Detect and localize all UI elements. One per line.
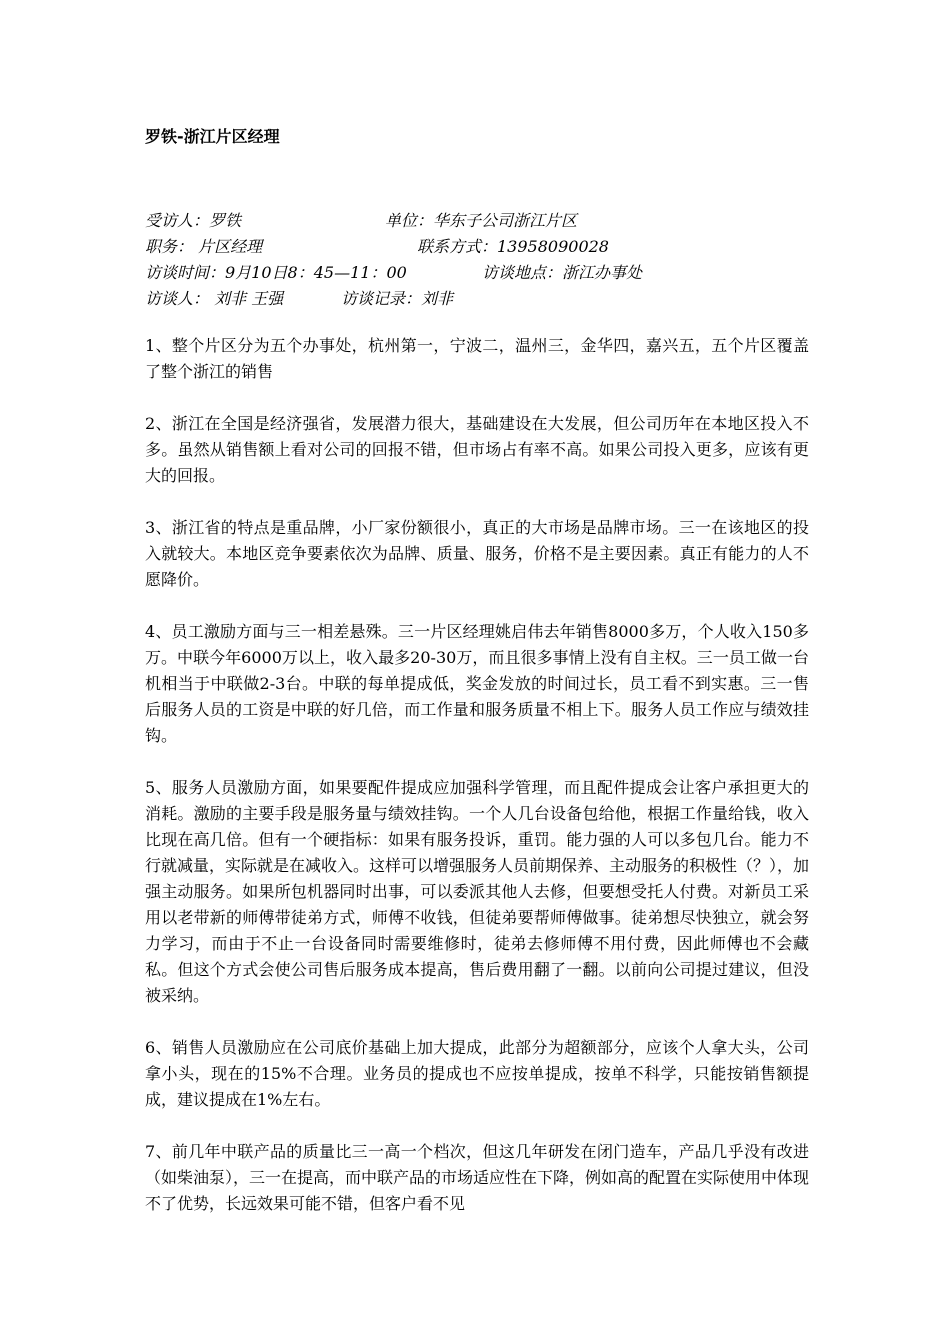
paragraph-7: 7、前几年中联产品的质量比三一高一个档次，但这几年研发在闭门造车，产品几乎没有改进（如柴油泵），三一在提高，而中联产品的市场适应性在下降，例如高的配置在实际使用中体现不了优势，长远效果可能不错，但客户看不见 bbox=[145, 1142, 810, 1213]
paragraph-5: 5、服务人员激励方面，如果要配件提成应加强科学管理，而且配件提成会让客户承担更大的消耗。激励的主要手段是服务量与绩效挂钩。一个人几台设备包给他，根据工作量给钱，收入比现在高几倍。但有一个硬指标：如果有服务投诉，重罚。能力强的人可以多包几台。能力不行就减量，实际就是在减收入。这样可以增强服务人员前期保养、主动服务的积极性（？），加强主动服务。如果所包机器同时出事，可以委派其他人去修，但要想受托人付费。对新员工采用以老带新的师傅带徒弟方式，师傅不收钱，但徒弟要帮师傅做事。徒弟想尽快独立，就会努力学习，而由于不止一台设备同时需要维修时，徒弟去修师傅不用付费，因此师傅也不会藏私。但这个方式会使公司售后服务成本提高，售后费用翻了一翻。以前向公司提过建议，但没被采纳。 bbox=[145, 778, 810, 1005]
interviewers: 访谈人： 刘非 王强 bbox=[145, 289, 284, 308]
interview-time: 访谈时间：9月10日8：45—11：00 bbox=[145, 263, 407, 282]
document-body bbox=[145, 333, 809, 1243]
position: 职务： 片区经理 bbox=[145, 237, 263, 256]
paragraph-2: 2、浙江在全国是经济强省，发展潜力很大，基础建设在大发展，但公司历年在本地区投入不多。虽然从销售额上看对公司的回报不错，但市场占有率不高。如果公司投入更多，应该有更大的回报。 bbox=[145, 414, 809, 485]
meta-row bbox=[145, 260, 825, 286]
paragraph-1: 1、整个片区分为五个办事处，杭州第一，宁波二，温州三，金华四，嘉兴五，五个片区覆盖了整个浙江的销售 bbox=[145, 336, 809, 381]
contact: 联系方式：13958090028 bbox=[417, 237, 609, 256]
document-title: 罗铁-浙江片区经理 bbox=[145, 127, 280, 146]
interviewee: 受访人：罗铁 bbox=[145, 211, 242, 230]
meta-row bbox=[145, 286, 825, 312]
paragraph-6: 6、销售人员激励应在公司底价基础上加大提成，此部分为超额部分，应该个人拿大头，公司拿小头，现在的15%不合理。业务员的提成也不应按单提成，按单不科学，只能按销售额提成，建议提成在1%左右。 bbox=[145, 1038, 809, 1109]
organization: 单位：华东子公司浙江片区 bbox=[385, 211, 578, 230]
interview-info bbox=[145, 208, 825, 312]
recorder: 访谈记录：刘非 bbox=[341, 289, 454, 308]
meta-row bbox=[145, 234, 825, 260]
paragraph-3: 3、浙江省的特点是重品牌，小厂家份额很小，真正的大市场是品牌市场。三一在该地区的投入就较大。本地区竞争要素依次为品牌、质量、服务，价格不是主要因素。真正有能力的人不愿降价。 bbox=[145, 518, 809, 589]
interview-location: 访谈地点：浙江办事处 bbox=[482, 263, 643, 282]
paragraph-4: 4、员工激励方面与三一相差悬殊。三一片区经理姚启伟去年销售8000多万，个人收入150多万。中联今年6000万以上，收入最多20-30万，而且很多事情上没有自主权。三一员工做一台机相当于中联做2-3台。中联的每单提成低，奖金发放的时间过长，员工看不到实惠。三一售后服务人员的工资是中联的好几倍，而工作量和服务质量不相上下。服务人员工作应与绩效挂钩。 bbox=[145, 622, 809, 745]
meta-row bbox=[145, 208, 825, 234]
